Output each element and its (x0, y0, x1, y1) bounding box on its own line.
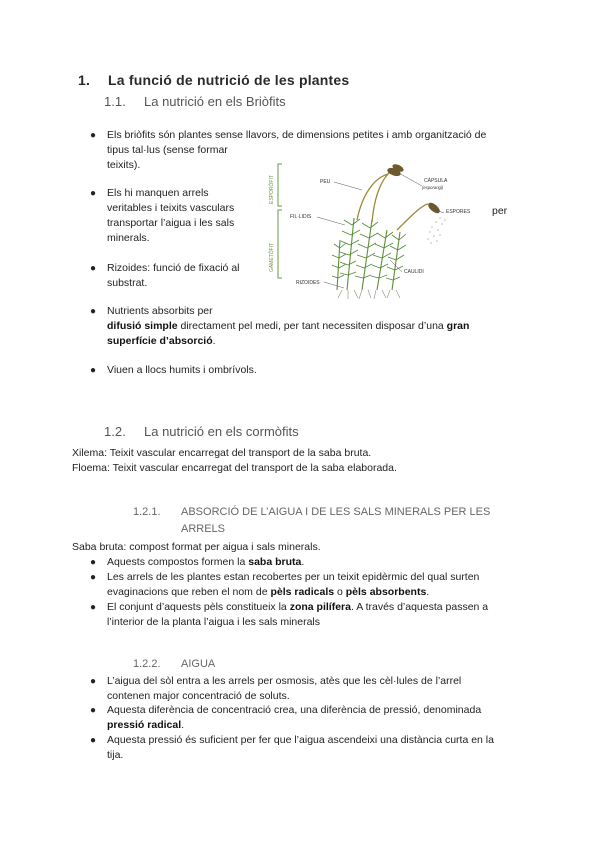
saba-bruta-intro: Saba bruta: compost format per aigua i sals minerals. (72, 541, 321, 553)
text-line: Els briòfits són plantes sense llavors, de dimensions petites i amb organització de (107, 129, 487, 141)
label-capsula: CÀPSULA (424, 178, 448, 184)
text-fragment: Aquests compostos formen la (107, 556, 249, 568)
bullet-dot: ● (90, 130, 97, 141)
heading-line (133, 521, 533, 538)
text-line: Nutrients absorbits per (107, 305, 213, 317)
section-number: 1.1. (104, 94, 126, 109)
bold-term: pèls radicals (270, 586, 335, 598)
text-line: Rizoides: funció de fixació al (107, 262, 240, 274)
text-line: veritables i teixits vasculars (107, 202, 235, 214)
text-line: tija. (107, 749, 124, 761)
text-line: Aquesta diferència de concentració crea, una diferència de pressió, denominada (107, 704, 482, 716)
label-caulidi: CAULIDI (404, 269, 424, 275)
list-item (90, 186, 96, 201)
text-line (107, 600, 527, 615)
text-fragment: per (492, 205, 508, 217)
list-item (90, 733, 96, 748)
list-item (90, 703, 96, 718)
list-item (90, 363, 96, 378)
section-title: La nutrició en els Briòfits (144, 94, 286, 109)
list-item-text (107, 733, 527, 763)
text-line (107, 319, 527, 334)
list-item-text (107, 304, 527, 349)
text-fragment: evaginacions que reben el nom de (107, 586, 271, 598)
text-line (107, 585, 527, 600)
main-heading (78, 72, 349, 88)
text-line: minerals. (107, 232, 150, 244)
list-item-text (107, 555, 304, 570)
list-item (90, 600, 96, 615)
heading-number: 1. (78, 72, 91, 88)
bold-term: pèls absorbents (345, 586, 427, 598)
bullet-dot: ● (90, 735, 97, 746)
text-line: L’aigua del sòl entra a les arrels per osmosis, atès que les cèl·lules de l’arrel (107, 675, 462, 687)
text-line: tipus tal·lus (sense formar (107, 144, 228, 156)
list-item (90, 555, 96, 570)
bullet-dot: ● (90, 676, 97, 687)
label-espores: ESPORES (446, 209, 471, 215)
text-line (107, 334, 527, 349)
list-item-text (107, 186, 267, 246)
text-line: Les arrels de les plantes estan recobertes per un teixit epidèrmic del qual surten (107, 571, 480, 583)
text-fragment: directament pel medi, per tant necessiten disposar d’una (177, 320, 447, 332)
heading-title: La funció de nutrició de les plantes (108, 72, 350, 88)
text-fragment: . (212, 335, 216, 347)
section-number: 1.2. (104, 424, 126, 439)
text-line: Els hi manquen arrels (107, 187, 209, 199)
text-line: substrat. (107, 277, 148, 289)
rhizoids (338, 290, 400, 299)
list-item (90, 570, 96, 585)
bold-term: superfície d’absorció (107, 335, 213, 347)
xilema-definition: Xilema: Teixit vascular encarregat del transport de la saba bruta. (72, 447, 372, 459)
list-item (90, 674, 96, 689)
label-capsula-sub: (esporangi) (422, 185, 444, 190)
bold-term: zona pilífera (289, 601, 351, 613)
section-number: 1.2.1. (133, 506, 161, 518)
moss-diagram (262, 160, 494, 300)
label-filidis: FIL·LIDIS (290, 214, 312, 220)
list-item (90, 304, 96, 319)
esporofit-label: ESPORÒFIT (269, 175, 275, 204)
bullet-dot: ● (90, 572, 97, 583)
bullet-dot: ● (90, 188, 97, 199)
bullet-dot: ● (90, 306, 97, 317)
section-1-2-1-heading (133, 504, 533, 538)
section-1-2-2-heading (133, 656, 215, 673)
list-item-text (107, 261, 267, 291)
section-number: 1.2.2. (133, 658, 161, 670)
bold-term: saba bruta (248, 556, 302, 568)
gametofit-label: GAMETÒFIT (269, 242, 275, 272)
text-line: contenen major concentració de soluts. (107, 690, 290, 702)
text-line (107, 718, 527, 733)
heading-line (133, 504, 533, 521)
bullet-dot: ● (90, 365, 97, 376)
text-fragment: . (301, 556, 305, 568)
text-fragment: . (426, 586, 430, 598)
text-fragment: o (334, 586, 346, 598)
text-line: transportar l’aigua i les sals (107, 217, 235, 229)
section-1-2-heading (104, 424, 299, 439)
bullet-dot: ● (90, 705, 97, 716)
bold-term: difusió simple (107, 320, 178, 332)
list-item-text: Viuen a llocs humits i ombrívols. (107, 364, 257, 376)
section-title: La nutrició en els cormòfits (144, 424, 299, 439)
list-item-text (107, 570, 527, 600)
text-fragment: . A través d’aquesta passen a (350, 601, 489, 613)
list-item-text (107, 674, 527, 704)
text-line: Aquesta pressió és suficient per fer que l’aigua ascendeixi una distància curta en la (107, 734, 494, 746)
section-1-1-heading (104, 94, 286, 109)
floema-definition: Floema: Teixit vascular encarregat del transport de la saba elaborada. (72, 462, 397, 474)
bullet-dot: ● (90, 602, 97, 613)
list-item (90, 128, 96, 143)
section-title-cont: ARRELS (181, 523, 226, 535)
bold-term: gran (446, 320, 470, 332)
bold-term: pressió radical (107, 719, 182, 731)
esporofit-bracket (278, 164, 282, 278)
seta-stalks (357, 170, 428, 230)
spores (427, 217, 446, 244)
list-item-text (107, 600, 527, 630)
section-title: AIGUA (181, 658, 216, 670)
text-line: teixits). (107, 159, 141, 171)
text-line: l’interior de la planta l’aigua i les sals minerals (107, 616, 321, 628)
list-item-text (107, 703, 527, 733)
label-peu: PEU (320, 179, 331, 185)
label-rizoides: RIZOIDES (296, 280, 320, 286)
text-fragment: El conjunt d’aquests pèls constitueix la (107, 601, 290, 613)
section-title: ABSORCIÓ DE L’AIGUA I DE LES SALS MINERALS PER LES (181, 506, 491, 518)
bullet-dot: ● (90, 263, 97, 274)
bullet-dot: ● (90, 557, 97, 568)
list-item (90, 261, 96, 276)
text-fragment: . (181, 719, 185, 731)
